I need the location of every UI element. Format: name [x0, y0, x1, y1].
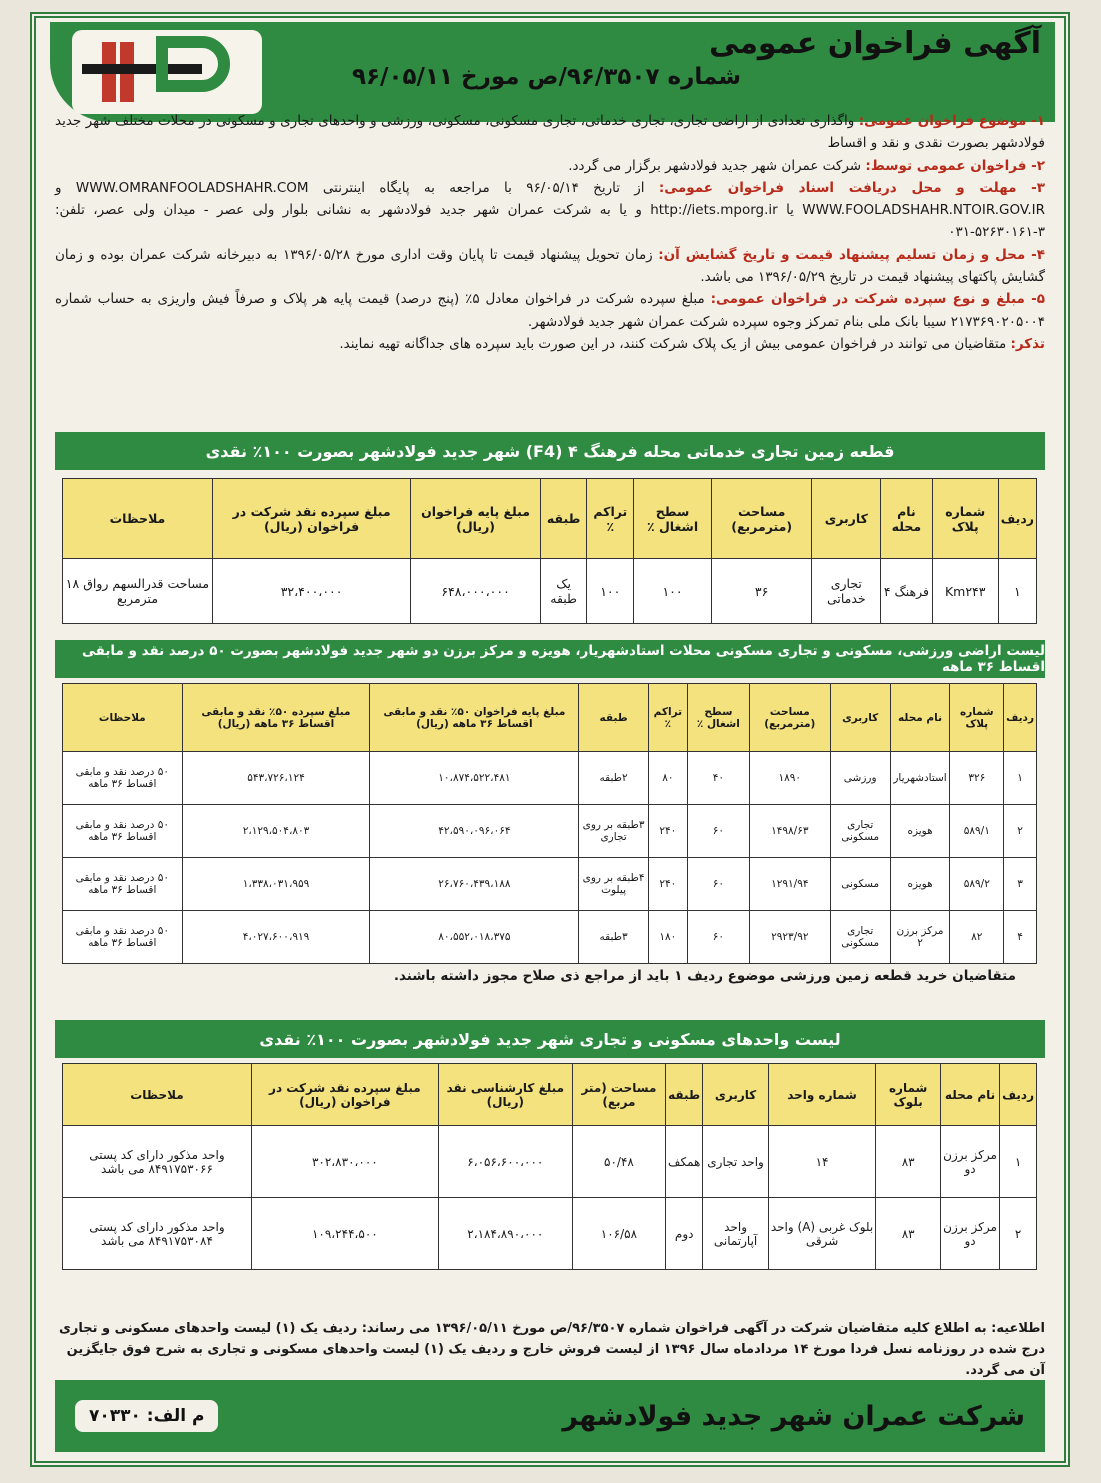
column-header: نام محله	[881, 479, 932, 559]
table-cell: ۵۰ درصد نقد و مابقی اقساط ۳۶ ماهه	[63, 805, 183, 858]
table-cell: ۵۸۹/۲	[950, 858, 1004, 911]
footer-bar	[55, 1380, 1045, 1452]
deposit-text: مبلغ سپرده شرکت در فراخوان معادل ۵٪ (پنج درصد) قیمت پایه هر پلاک و صرفاً فیش واریزی به حساب شماره ۲۱۷۳۶۹۰۲۰۵۰۰۴ سیبا بانک ملی بنام تمرکز وجوه سپرده شرکت عمران شهر جدید فولادشهر.	[55, 291, 1045, 330]
table-cell: مرکز برزن دو	[940, 1198, 999, 1270]
table-cell: ۲،۱۸۴،۸۹۰،۰۰۰	[438, 1198, 572, 1270]
table-cell: بلوک غربی (A) واحد شرقی	[768, 1198, 875, 1270]
table-cell: ۳طبقه	[579, 911, 648, 964]
table-cell: ۵۸۹/۱	[950, 805, 1004, 858]
table-cell: ۵۰ درصد نقد و مابقی اقساط ۳۶ ماهه	[63, 752, 183, 805]
column-header: کاربری	[812, 479, 881, 559]
column-header: طبقه	[579, 684, 648, 752]
table-cell: ۲۴۰	[648, 858, 687, 911]
table-cell: ۸۳	[876, 1126, 941, 1198]
section2-title: لیست اراضی ورزشی، مسکونی و تجاری مسکونی محلات استادشهریار، هویزه و مرکز برزن دو شهر جدید فولادشهر بصورت ۵۰ درصد نقد و مابقی اقساط ۳۶ ماهه	[55, 640, 1045, 678]
table-cell: تجاری خدماتی	[812, 559, 881, 624]
table-cell: ۴،۰۲۷،۶۰۰،۹۱۹	[182, 911, 370, 964]
column-header: ملاحظات	[63, 479, 213, 559]
section3-table	[62, 1063, 1037, 1270]
table-cell: استادشهریار	[890, 752, 950, 805]
table-cell: ۳۲۶	[950, 752, 1004, 805]
table-row	[63, 911, 1037, 964]
table-cell: ۲۶،۷۶۰،۴۳۹،۱۸۸	[370, 858, 579, 911]
table-cell: هویزه	[890, 858, 950, 911]
table-cell: فرهنگ ۴	[881, 559, 932, 624]
table-cell: ۱۰،۸۷۴،۵۲۲،۴۸۱	[370, 752, 579, 805]
column-header: سطح اشغال ٪	[687, 684, 749, 752]
column-header: کاربری	[703, 1064, 768, 1126]
column-header: مبلغ سپرده نقد شرکت در فراخوان (ریال)	[212, 479, 410, 559]
column-header: شماره پلاک	[932, 479, 998, 559]
company-logo	[72, 30, 262, 114]
section2-note: متقاضیان خرید قطعه زمین ورزشی موضوع ردیف ۱ باید از مراجع ذی صلاح مجوز داشته باشند.	[393, 968, 1016, 984]
table-cell: ۵۴۳،۷۲۶،۱۲۴	[182, 752, 370, 805]
table-cell: ۱۲۹۱/۹۴	[749, 858, 830, 911]
column-header: طبقه	[540, 479, 586, 559]
table-cell: همکف	[666, 1126, 703, 1198]
column-header: ملاحظات	[63, 684, 183, 752]
paragraph-subject	[55, 110, 1045, 155]
table-cell: ۱۸۹۰	[749, 752, 830, 805]
table-cell: ۲طبقه	[579, 752, 648, 805]
table-cell: مرکز برزن ۲	[890, 911, 950, 964]
website-link-1[interactable]: WWW.OMRANFOOLADSHAHR.COM	[75, 179, 309, 196]
logo-icon	[72, 30, 262, 114]
submission-label: ۴- محل و زمان تسلیم پیشنهاد قیمت و تاریخ گشایش آن:	[658, 246, 1045, 263]
table-row	[63, 1126, 1037, 1198]
table-cell: ۵۰/۴۸	[572, 1126, 665, 1198]
table-cell: ۳۰۲،۸۳۰،۰۰۰	[251, 1126, 438, 1198]
table-cell: واحد مذکور دارای کد پستی ۸۴۹۱۷۵۳۰۶۶ می باشد	[63, 1126, 252, 1198]
documents-text-b: و	[55, 179, 62, 196]
table-cell: ۶،۰۵۶،۶۰۰،۰۰۰	[438, 1126, 572, 1198]
reminder-label: تذکر:	[1010, 335, 1045, 352]
table-cell: هویزه	[890, 805, 950, 858]
table-cell: ۲،۱۲۹،۵۰۴،۸۰۳	[182, 805, 370, 858]
column-header: مبلغ پایه فراخوان ۵۰٪ نقد و مابقی اقساط ۳۶ ماهه (ریال)	[370, 684, 579, 752]
column-header: مساحت (مترمربع)	[711, 479, 812, 559]
table-cell: ۸۲	[950, 911, 1004, 964]
table-header-row	[63, 1064, 1037, 1126]
table-cell: واحد آپارتمانی	[703, 1198, 768, 1270]
section1-title: قطعه زمین تجاری خدماتی محله فرهنگ ۴ (F4) شهر جدید فولادشهر بصورت ۱۰۰٪ نقدی	[55, 432, 1045, 470]
table-header-row	[63, 479, 1037, 559]
table-cell: ۶۴۸،۰۰۰،۰۰۰	[411, 559, 541, 624]
table-cell: ۴۰	[687, 752, 749, 805]
table-cell: ۲	[1000, 1198, 1037, 1270]
table-cell: ۴طبقه بر روی پیلوت	[579, 858, 648, 911]
column-header: نام محله	[890, 684, 950, 752]
footer-company: شرکت عمران شهر جدید فولادشهر	[562, 1400, 1025, 1432]
table-cell: ۲۴۰	[648, 805, 687, 858]
table-cell: ۱،۳۳۸،۰۳۱،۹۵۹	[182, 858, 370, 911]
table-row	[63, 752, 1037, 805]
website-link-3[interactable]: http://iets.mporg.ir	[650, 202, 778, 219]
notice-text: اطلاعیه: به اطلاع کلیه متقاضیان شرکت در آگهی فراخوان شماره ۹۶/۳۵۰۷/ص مورخ ۱۳۹۶/۰۵/۱۱ می رساند: ردیف یک (۱) لیست واحدهای مسکونی و تجاری درج شده در روزنامه نسل فردا مورخ ۱۴ مردادماه سال ۱۳۹۶ از لیست فروش خارج و ردیف یک (۱) لیست واحدهای مسکونی و تجاری به شرح فوق جایگزین آن می گردد.	[58, 1321, 1045, 1378]
column-header: تراکم ٪	[587, 479, 634, 559]
announcement-body	[55, 110, 1045, 355]
column-header: نام محله	[940, 1064, 999, 1126]
paragraph-documents	[55, 177, 1045, 244]
table-cell: ۶۰	[687, 805, 749, 858]
table-cell: Km۲۴۳	[932, 559, 998, 624]
column-header: شماره بلوک	[876, 1064, 941, 1126]
documents-text-d: و یا به شرکت عمران شهر جدید فولادشهر به نشانی بلوار ولی عصر - میدان ولی عصر، تلفن: ۳-۵۲۶۳۰۱۶۱-۰۳۱	[55, 202, 1045, 241]
table-cell: ۸۰،۵۵۲،۰۱۸،۳۷۵	[370, 911, 579, 964]
column-header: تراکم ٪	[648, 684, 687, 752]
reminder-text: متقاضیان می توانند در فراخوان عمومی بیش از یک پلاک شرکت کنند، در این صورت باید سپرده های جداگانه تهیه نمایند.	[339, 335, 1007, 352]
website-link-2[interactable]: WWW.FOOLADSHAHR.NTOIR.GOV.IR	[802, 202, 1046, 219]
section1-table	[62, 478, 1037, 624]
column-header: سطح اشغال ٪	[634, 479, 712, 559]
organizer-label: ۲- فراخوان عمومی توسط:	[865, 157, 1045, 174]
table-cell: ۵۰ درصد نقد و مابقی اقساط ۳۶ ماهه	[63, 911, 183, 964]
table-cell: مسکونی	[830, 858, 890, 911]
table-cell: ۱	[1004, 752, 1037, 805]
table-row	[63, 559, 1037, 624]
table-cell: ۸۰	[648, 752, 687, 805]
documents-text-c: یا	[786, 202, 794, 219]
table-header-row	[63, 684, 1037, 752]
table-cell: مرکز برزن دو	[940, 1126, 999, 1198]
column-header: مبلغ کارشناسی نقد (ریال)	[438, 1064, 572, 1126]
table-cell: مساحت قدرالسهم رواق ۱۸ مترمربع	[63, 559, 213, 624]
table-cell: ۳۲،۴۰۰،۰۰۰	[212, 559, 410, 624]
page-title: آگهی فراخوان عمومی	[708, 26, 1041, 61]
table-cell: ۲	[1004, 805, 1037, 858]
footer-code: م الف: ۷۰۳۳۰	[75, 1400, 218, 1432]
table-cell: ۶۰	[687, 911, 749, 964]
table-cell: ۴۲،۵۹۰،۰۹۶،۰۶۴	[370, 805, 579, 858]
column-header: مبلغ پایه فراخوان (ریال)	[411, 479, 541, 559]
documents-label: ۳- مهلت و محل دریافت اسناد فراخوان عمومی:	[658, 179, 1046, 196]
column-header: ملاحظات	[63, 1064, 252, 1126]
table-cell: ۳	[1004, 858, 1037, 911]
table-cell: ورزشی	[830, 752, 890, 805]
table-cell: ۱۰۰	[634, 559, 712, 624]
table-cell: ۲۹۲۳/۹۲	[749, 911, 830, 964]
announcement-number: شماره ۹۶/۳۵۰۷/ص مورخ ۹۶/۰۵/۱۱	[351, 64, 741, 90]
table-cell: تجاری مسکونی	[830, 911, 890, 964]
table-cell: واحد مذکور دارای کد پستی ۸۴۹۱۷۵۳۰۸۴ می باشد	[63, 1198, 252, 1270]
table-cell: ۱۰۶/۵۸	[572, 1198, 665, 1270]
organizer-text: شرکت عمران شهر جدید فولادشهر برگزار می گردد.	[568, 157, 862, 174]
table-cell: ۱۸۰	[648, 911, 687, 964]
column-header: مبلغ سپرده ۵۰٪ نقد و مابقی اقساط ۳۶ ماهه (ریال)	[182, 684, 370, 752]
table-cell: ۱۰۹،۲۴۴،۵۰۰	[251, 1198, 438, 1270]
paragraph-reminder	[55, 333, 1045, 355]
table-cell: دوم	[666, 1198, 703, 1270]
paragraph-deposit	[55, 288, 1045, 333]
table-cell: ۴	[1004, 911, 1037, 964]
table-cell: واحد تجاری	[703, 1126, 768, 1198]
deposit-label: ۵- مبلغ و نوع سپرده شرکت در فراخوان عمومی:	[710, 291, 1045, 308]
column-header: شماره واحد	[768, 1064, 875, 1126]
table-cell: ۶۰	[687, 858, 749, 911]
column-header: شماره پلاک	[950, 684, 1004, 752]
documents-text-a: از تاریخ ۹۶/۰۵/۱۴ با مراجعه به پایگاه اینترنتی	[322, 179, 645, 196]
column-header: مساحت (مترمربع)	[749, 684, 830, 752]
table-row	[63, 1198, 1037, 1270]
table-row	[63, 858, 1037, 911]
table-cell: ۱	[1000, 1126, 1037, 1198]
table-cell: ۱۴۹۸/۶۳	[749, 805, 830, 858]
column-header: طبقه	[666, 1064, 703, 1126]
table-row	[63, 805, 1037, 858]
paragraph-organizer	[55, 155, 1045, 177]
column-header: مبلغ سپرده نقد شرکت در فراخوان (ریال)	[251, 1064, 438, 1126]
column-header: ردیف	[1004, 684, 1037, 752]
submission-text: زمان تحویل پیشنهاد قیمت تا پایان وقت اداری مورخ ۱۳۹۶/۰۵/۲۸ به دبیرخانه شرکت عمران بوده و زمان گشایش پاکتهای پیشنهاد قیمت در تاریخ ۱۳۹۶/۰۵/۲۹ می باشد.	[55, 246, 1045, 286]
table-cell: ۱۴	[768, 1126, 875, 1198]
table-cell: تجاری مسکونی	[830, 805, 890, 858]
table-cell: ۵۰ درصد نقد و مابقی اقساط ۳۶ ماهه	[63, 858, 183, 911]
section2-table	[62, 683, 1037, 964]
column-header: کاربری	[830, 684, 890, 752]
column-header: ردیف	[998, 479, 1036, 559]
table-cell: ۱	[998, 559, 1036, 624]
column-header: مساحت (متر مربع)	[572, 1064, 665, 1126]
subject-text: واگذاری تعدادی از اراضی تجاری، تجاری خدماتی، تجاری مسکونی، مسکونی، ورزشی و واحدهای تجاری و مسکونی در محلات مختلف شهر جدید فولادشهر بصورت نقدی و نقد و اقساط	[55, 113, 1045, 152]
subject-label: ۱- موضوع فراخوان عمومی:	[858, 113, 1045, 129]
table-cell: ۳طبقه بر روی تجاری	[579, 805, 648, 858]
table-cell: ۸۳	[876, 1198, 941, 1270]
table-cell: یک طبقه	[540, 559, 586, 624]
table-cell: ۳۶	[711, 559, 812, 624]
paragraph-submission	[55, 244, 1045, 289]
section3-title: لیست واحدهای مسکونی و تجاری شهر جدید فولادشهر بصورت ۱۰۰٪ نقدی	[55, 1020, 1045, 1058]
column-header: ردیف	[1000, 1064, 1037, 1126]
table-cell: ۱۰۰	[587, 559, 634, 624]
